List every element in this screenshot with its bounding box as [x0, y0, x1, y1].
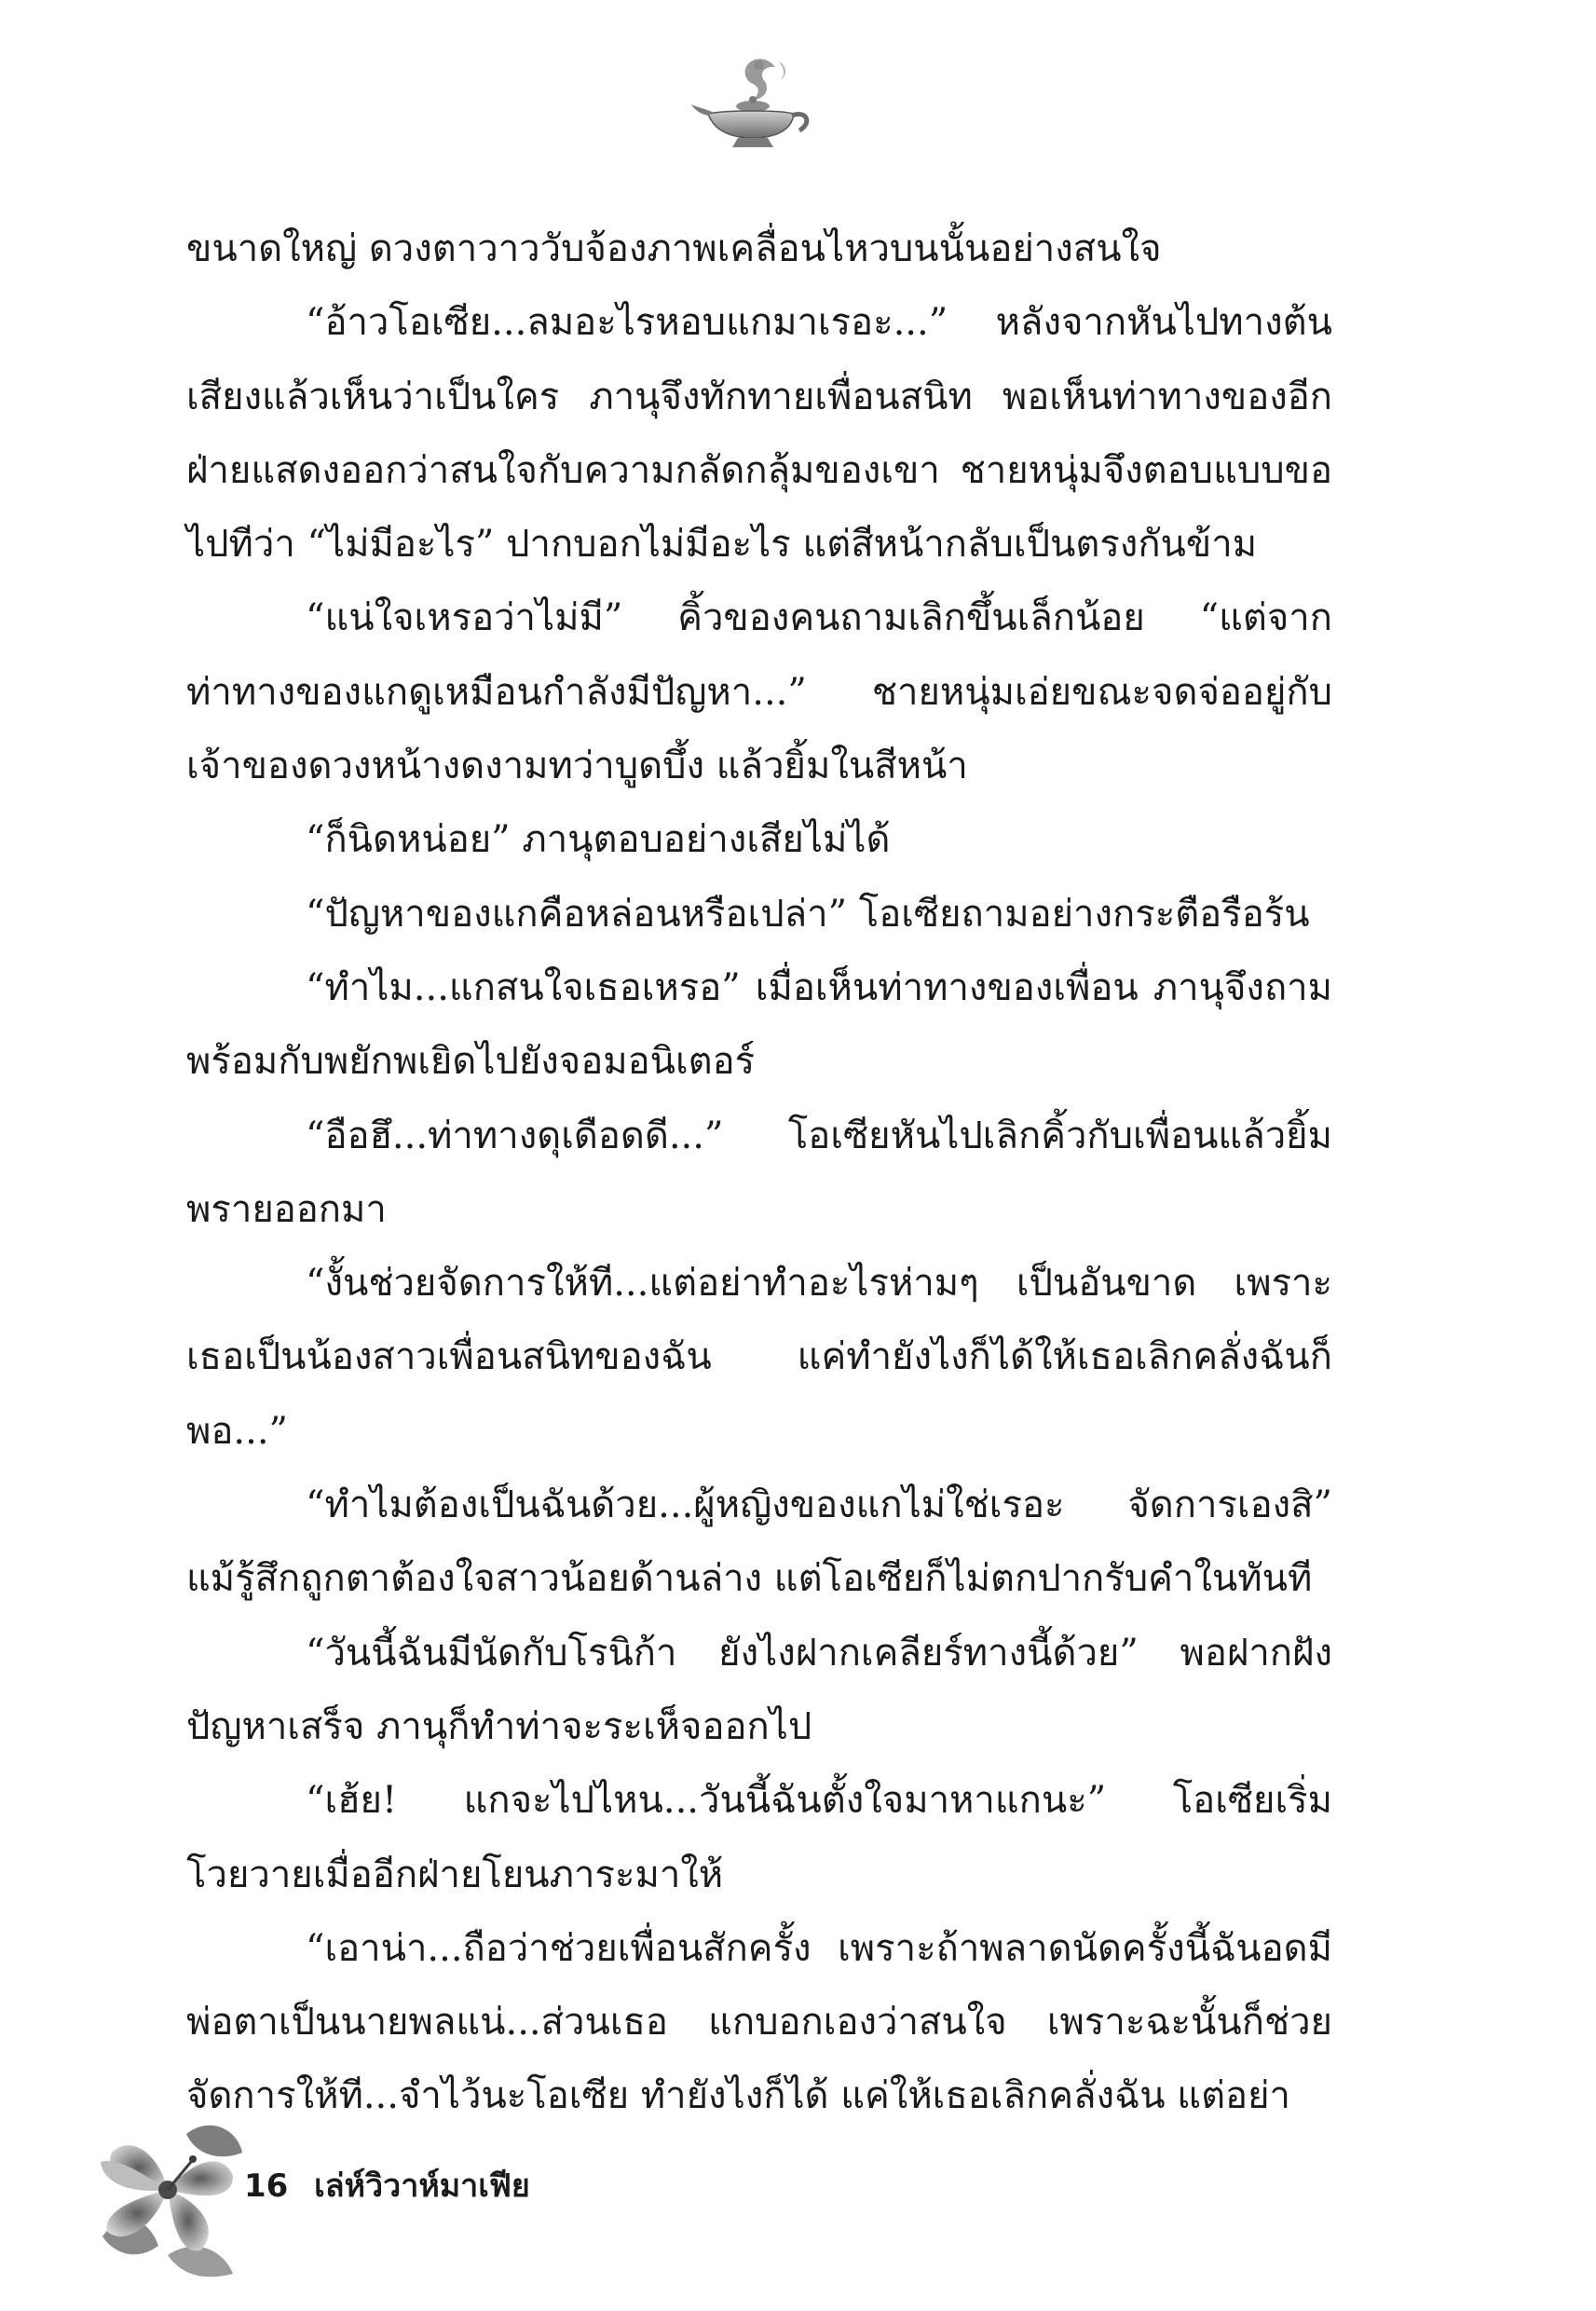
paragraph: “ทำไมต้องเป็นฉันด้วย...ผู้หญิงของแกไม่ใช่เรอะ จัดการเองสิ” แม้รู้สึกถูกตาต้องใจสาวน้อยด้านล่าง แต่โอเซียก็ไม่ตกปากรับคำในทันที — [186, 1484, 1332, 1601]
paragraph: “ก็นิดหน่อย” ภานุตอบอย่างเสียไม่ได้ — [306, 818, 891, 862]
page-footer — [244, 2160, 530, 2210]
paragraph: “อือฮึ...ท่าทางดุเดือดดี...” โอเซียหันไปเลิกคิ้วกับเพื่อนแล้วยิ้มพรายออกมา — [186, 1114, 1332, 1231]
story-body-text — [186, 212, 1332, 2134]
paragraph: “เฮ้ย! แกจะไปไหน...วันนี้ฉันตั้งใจมาหาแกนะ” โอเซียเริ่มโวยวายเมื่ออีกฝ่ายโยนภาระมาให้ — [186, 1779, 1332, 1896]
page-number: 16 — [244, 2167, 289, 2205]
paragraph: “ปัญหาของแกคือหล่อนหรือเปล่า” โอเซียถามอย่างกระตือรือร้น — [306, 892, 1310, 936]
paragraph: “แน่ใจเหรอว่าไม่มี” คิ้วของคนถามเลิกขึ้นเล็กน้อย “แต่จากท่าทางของแกดูเหมือนกำลังมีปัญหา...” ชายหนุ่มเอ่ยขณะจดจ่ออยู่กับเจ้าของดวงหน้างดงามทว่าบูดบึ้ง แล้วยิ้มในสีหน้า — [186, 596, 1332, 788]
paragraph: “ทำไม...แกสนใจเธอเหรอ” เมื่อเห็นท่าทางของเพื่อน ภานุจึงถามพร้อมกับพยักพเยิดไปยังจอมอนิเตอร์ — [186, 965, 1332, 1084]
paragraph: “เอาน่า...ถือว่าช่วยเพื่อนสักครั้ง เพราะถ้าพลาดนัดครั้งนี้ฉันอดมีพ่อตาเป็นนายพลแน่...ส่วนเธอ แกบอกเองว่าสนใจ เพราะฉะนั้นก็ช่วยจัดการให้ที...จำไว้นะโอเซีย ทำยังไงก็ได้ แค่ให้เธอเลิกคลั่งฉัน แต่อย่า — [186, 1926, 1332, 2118]
paragraph: ขนาดใหญ่ ดวงตาวาววับจ้องภาพเคลื่อนไหวบนนั้นอย่างสนใจ — [186, 227, 1162, 270]
hibiscus-flower-icon — [84, 2097, 247, 2283]
paragraph: “อ้าวโอเซีย...ลมอะไรหอบแกมาเรอะ...” หลังจากหันไปทางต้นเสียงแล้วเห็นว่าเป็นใคร ภานุจึงทักทายเพื่อนสนิท พอเห็นท่าทางของอีกฝ่ายแสดงออกว่าสนใจกับความกลัดกลุ้มของเขา ชายหนุ่มจึงตอบแบบขอไปทีว่า “ไม่มีอะไร” ปากบอกไม่มีอะไร แต่สีหน้ากลับเป็นตรงกันข้าม — [186, 301, 1332, 567]
genie-lamp-icon — [689, 52, 820, 155]
paragraph: “งั้นช่วยจัดการให้ที...แต่อย่าทำอะไรห่ามๆ เป็นอันขาด เพราะเธอเป็นน้องสาวเพื่อนสนิทของฉัน แค่ทำยังไงก็ได้ให้เธอเลิกคลั่งฉันก็พอ...” — [186, 1262, 1332, 1453]
book-title: เล่ห์วิวาห์มาเฟีย — [314, 2167, 530, 2205]
paragraph: “วันนี้ฉันมีนัดกับโรนิก้า ยังไงฝากเคลียร์ทางนี้ด้วย” พอฝากฝังปัญหาเสร็จ ภานุก็ทำท่าจะระเห็จออกไป — [186, 1631, 1332, 1748]
